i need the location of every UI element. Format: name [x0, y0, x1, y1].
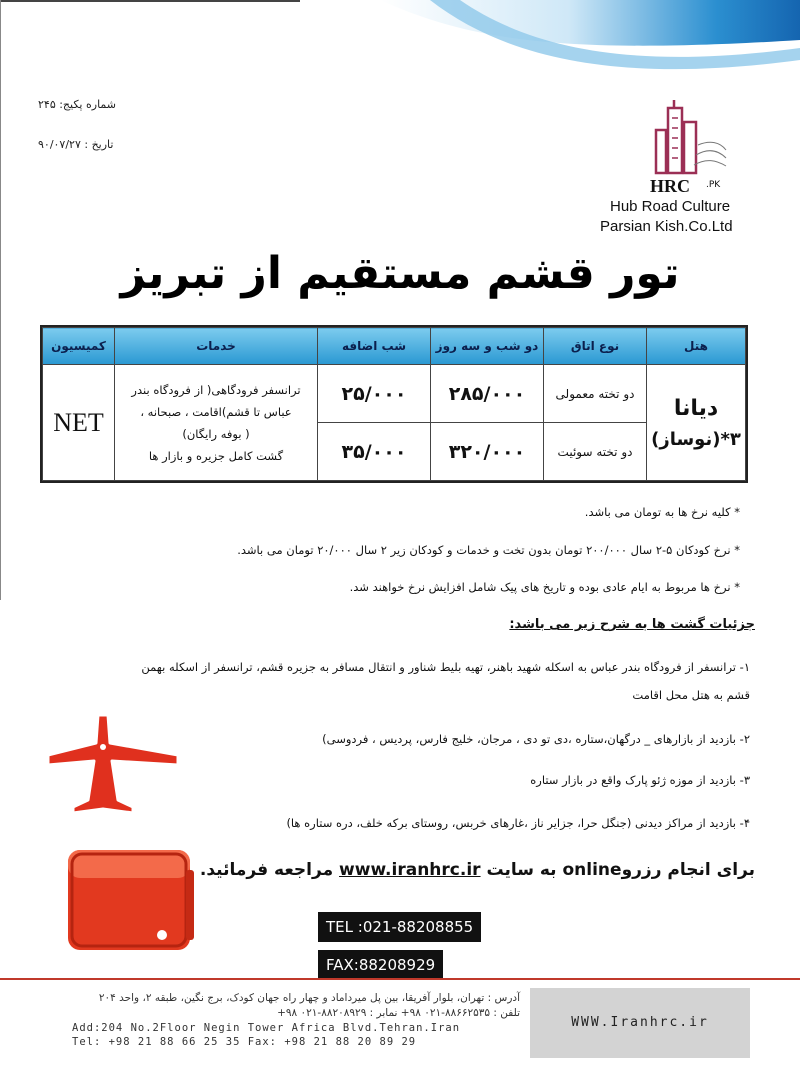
header-wave-graphic	[0, 0, 800, 110]
header-extra-night: شب اضافه	[318, 328, 431, 365]
company-logo	[600, 100, 780, 240]
hotel-name: دیانا	[673, 395, 719, 421]
logo-hrc: HRC	[650, 176, 690, 196]
table-row	[43, 365, 746, 423]
note-children: * نرخ کودکان ۵-۲ سال ۲۰۰/۰۰۰ تومان بدون تخت و خدمات و کودکان زیر ۲ سال ۲۰/۰۰۰ تومان می باشد.	[237, 543, 740, 557]
hotel-cell	[647, 365, 746, 481]
tel-box: TEL :021-88208855	[318, 912, 481, 942]
services-cell	[115, 365, 318, 481]
footer-phone-en: Tel: +98 21 88 66 25 35 Fax: +98 21 88 20 89 29	[72, 1036, 417, 1048]
footer-address-en: Add:204 No.2Floor Negin Tower Africa Blvd.Tehran.Iran	[72, 1022, 461, 1034]
suitcase-icon	[60, 840, 200, 960]
service-line: ( بوفه رایگان)	[182, 426, 250, 441]
detail-item: ۴- بازدید از مراکز دیدنی (جنگل حرا، جزایر ناز ،غارهای خربس، روستای برکه خلف، دره ستاره ها)	[286, 816, 750, 830]
website-link[interactable]: www.iranhrc.ir	[339, 860, 481, 880]
header-services: خدمات	[115, 328, 318, 365]
header-room-type: نوع اتاق	[544, 328, 647, 365]
left-rule	[0, 0, 1, 600]
package-number: شماره پکیج: ۲۴۵	[38, 98, 116, 111]
room-type-cell: دو تخته سوئیت	[544, 423, 647, 481]
top-rule	[0, 0, 300, 2]
footer-phone-fa: تلفن : ۸۸۶۶۲۵۳۵-۰۲۱ ۹۸+ نمابر : ۸۸۲۰۸۹۲۹-۰۲۱ ۹۸+	[277, 1007, 520, 1019]
service-line: عباس تا قشم)اقامت ، صبحانه ،	[140, 404, 292, 419]
footer-divider	[0, 978, 800, 980]
logo-company-subname: Parsian Kish.Co.Ltd	[600, 218, 733, 235]
fax-box: FAX:88208929	[318, 950, 443, 980]
hotel-grade: ۳*(نوساز)	[651, 428, 741, 450]
building-logo-icon	[648, 100, 728, 175]
date-label: تاریخ : ۹۰/۰۷/۲۷	[38, 138, 114, 151]
detail-item: ۳- بازدید از موزه ژئو پارک واقع در بازار ستاره	[530, 773, 750, 787]
service-line: ترانسفر فرودگاهی( از فرودگاه بندر	[131, 382, 301, 397]
footer-website-box[interactable]: WWW.Iranhrc.ir	[530, 988, 750, 1058]
page-title: تور قشم مستقیم از تبریز	[120, 248, 680, 299]
note-currency: * کلیه نرخ ها به تومان می باشد.	[584, 505, 740, 519]
extra-night-cell: ۳۵/۰۰۰	[318, 423, 431, 481]
online-text-after: مراجعه فرمائید.	[199, 860, 340, 880]
logo-pk: .PK	[706, 180, 721, 190]
header-commission: کمیسیون	[43, 328, 115, 365]
extra-night-cell: ۲۵/۰۰۰	[318, 365, 431, 423]
header-hotel: هتل	[647, 328, 746, 365]
details-heading: جزئیات گشت ها به شرح زیر می باشد:	[509, 617, 755, 632]
detail-item: ۲- بازدید از بازارهای _ درگهان،ستاره ،دی تو دی ، مرجان، خلیج فارس، پردیس ، فردوسی)	[322, 732, 750, 746]
logo-company-name: Hub Road Culture	[610, 198, 731, 215]
online-text-before: برای انجام رزروonline به سایت	[480, 860, 755, 880]
room-type-cell: دو تخته معمولی	[544, 365, 647, 423]
footer-address	[60, 990, 520, 1050]
note-peak: * نرخ ها مربوط به ایام عادی بوده و تاریخ های پیک شامل افزایش نرخ خواهند شد.	[349, 580, 740, 594]
commission-cell: NET	[43, 365, 115, 481]
footer-address-fa: آدرس : تهران، بلوار آفریقا، بین پل میرداماد و چهار راه جهان کودک، برج نگین، طبقه ۲، واحد ۲۰۴	[98, 992, 520, 1004]
detail-item: ۱- ترانسفر از فرودگاه بندر عباس به اسکله شهید باهنر، تهیه بلیط شناور و انتقال مسافر به جزیره قشم، ترانسفر از اسکله بهمن	[141, 660, 750, 674]
online-reservation-line	[200, 860, 755, 880]
header-package-price: دو شب و سه روز	[431, 328, 544, 365]
detail-item: قشم به هتل محل اقامت	[632, 688, 750, 702]
service-line: گشت کامل جزیره و بازار ها	[148, 448, 284, 463]
table-header-row	[43, 328, 746, 365]
airplane-icon	[38, 705, 188, 820]
price-table	[40, 325, 748, 483]
package-price-cell: ۳۲۰/۰۰۰	[431, 423, 544, 481]
package-price-cell: ۲۸۵/۰۰۰	[431, 365, 544, 423]
